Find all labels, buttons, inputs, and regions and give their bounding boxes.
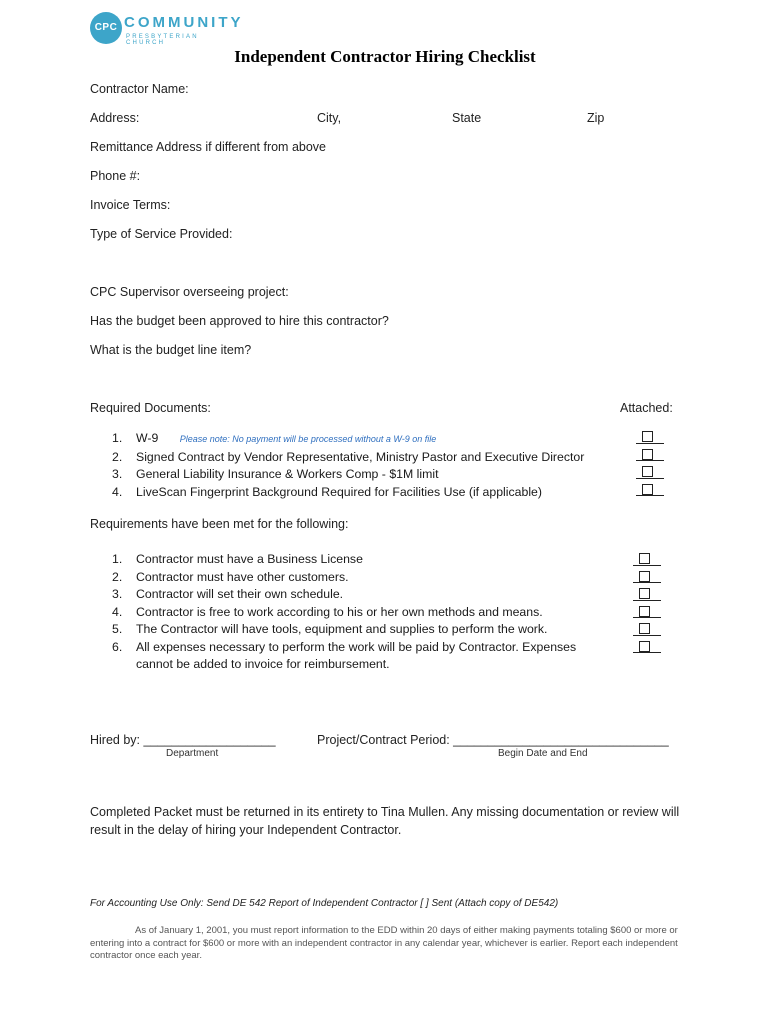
w9-note: Please note: No payment will be processed without a W-9 on file [179,434,437,444]
city-label: City, [317,111,342,125]
requirements-heading: Requirements have been met for the following: [90,517,349,531]
department-caption: Department [166,748,219,759]
doc-label: General Liability Insurance & Workers Comp - $1M limit [136,467,439,481]
invoice-terms-label: Invoice Terms: [90,198,171,212]
list-item: 2. Contractor must have other customers. [112,569,349,584]
remittance-label: Remittance Address if different from above [90,140,326,154]
checkbox-livescan[interactable] [636,481,664,499]
requirements-list [112,551,582,674]
list-item: 1. W-9 Please note: No payment will be processed without a W-9 on file [112,431,437,445]
required-docs-list [112,430,584,501]
service-type-label: Type of Service Provided: [90,227,233,241]
address-label: Address: [90,111,140,125]
begin-end-caption: Begin Date and End [498,748,588,759]
doc-label: Signed Contract by Vendor Representative, Ministry Pastor and Executive Director [136,449,585,464]
list-item: 4. Contractor is free to work according to his or her own methods and means. [112,604,543,619]
checkbox-insurance[interactable] [636,463,664,481]
checkbox-other-customers[interactable] [633,568,661,586]
checkbox-own-methods[interactable] [633,603,661,621]
state-label: State [452,111,482,125]
list-item: 2. Signed Contract by Vendor Representative, Ministry Pastor and Executive Director [112,449,585,464]
contractor-name-label: Contractor Name: [90,82,189,96]
edd-fine-print: As of January 1, 2001, you must report information to the EDD within 20 days of either making payments totaling $600 or more or entering into a contract for $600 or more with an independent contractor in any calendar year, whichever is earlier. Report each independent contractor once each year. [90,925,678,961]
attached-checkboxes [636,428,664,498]
doc-label: LiveScan Fingerprint Background Required for Facilities Use (if applicable) [136,484,542,499]
logo-wordmark: COMMUNITY [124,14,244,31]
page-title: Independent Contractor Hiring Checklist [234,47,536,66]
list-item: 6. All expenses necessary to perform the work will be paid by Contractor. Expenses cannot be added to invoice for reimbursement. [112,639,577,671]
supervisor-label: CPC Supervisor overseeing project: [90,285,289,299]
contract-period-field[interactable]: Project/Contract Period: _______________________________ [317,733,669,747]
list-item: 1. Contractor must have a Business License [112,552,363,566]
list-item: 5. The Contractor will have tools, equipment and supplies to perform the work. [112,622,548,636]
checkbox-signed-contract[interactable] [636,446,664,464]
checkbox-own-schedule[interactable] [633,585,661,603]
checkbox-expenses[interactable] [633,638,661,656]
phone-label: Phone #: [90,169,141,183]
budget-approved-question: Has the budget been approved to hire this contractor? [90,314,389,328]
zip-label: Zip [587,111,605,125]
completed-packet-note: Completed Packet must be returned in its entirety to Tina Mullen. Any missing documentation or review will result in the delay of hiring your Independent Contractor. [90,805,680,837]
hired-by-field[interactable]: Hired by: ___________________ [90,733,276,747]
logo-subtitle: PRESBYTERIAN CHURCH [126,34,199,46]
budget-line-question: What is the budget line item? [90,343,252,357]
logo-mark: CPC [90,12,122,44]
doc-label: W-9 [136,431,159,445]
checkbox-own-tools[interactable] [633,620,661,638]
accounting-note: For Accounting Use Only: Send DE 542 Report of Independent Contractor [ ] Sent (Attach copy of DE542) [90,898,559,909]
requirements-checkboxes [633,550,661,655]
list-item: 4. LiveScan Fingerprint Background Required for Facilities Use (if applicable) [112,484,542,499]
list-item: 3. Contractor will set their own schedule. [112,587,344,601]
list-item: 3. General Liability Insurance & Workers Comp - $1M limit [112,467,439,481]
attached-heading: Attached: [620,401,673,415]
checkbox-w9[interactable] [636,428,664,446]
church-logo [90,12,244,48]
checkbox-business-license[interactable] [633,550,661,568]
required-docs-heading: Required Documents: [90,401,211,415]
